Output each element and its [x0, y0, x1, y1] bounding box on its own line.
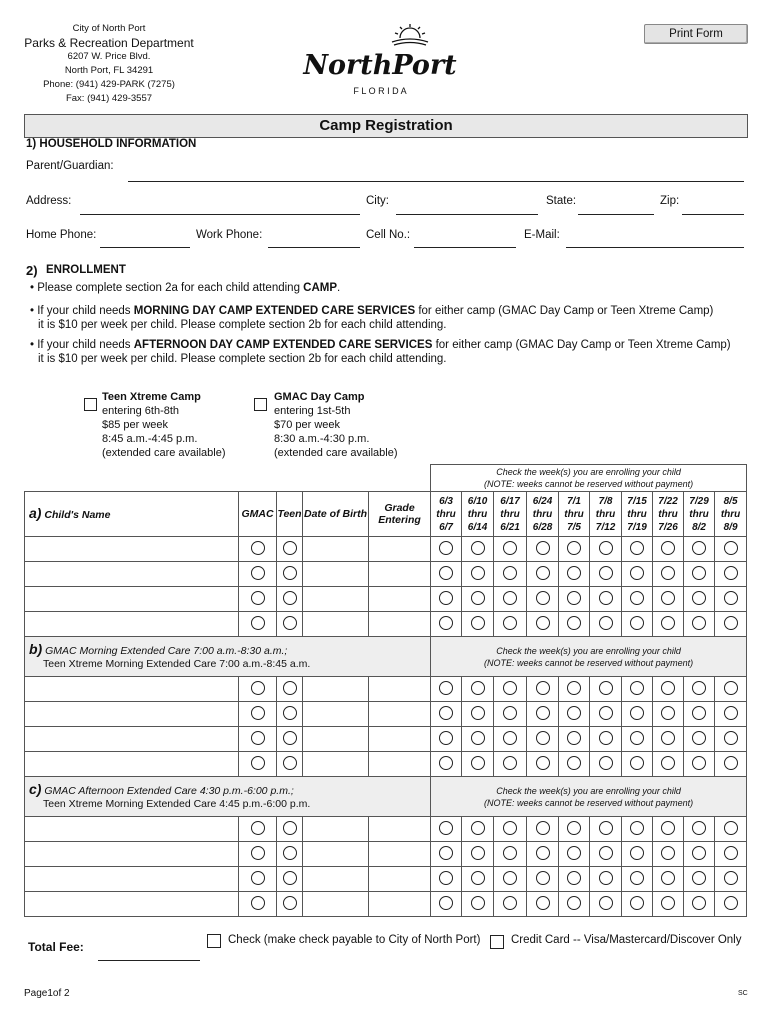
week-radio[interactable] [503, 541, 517, 555]
enrollment-heading: ENROLLMENT [46, 264, 126, 276]
week-radio[interactable] [724, 591, 738, 605]
teen-radio[interactable] [283, 731, 297, 745]
week-radio[interactable] [439, 591, 453, 605]
zip-label: Zip: [660, 195, 680, 207]
week-radio[interactable] [599, 731, 613, 745]
week-radio[interactable] [536, 731, 550, 745]
teen-radio[interactable] [283, 706, 297, 720]
dob-cell[interactable] [303, 587, 369, 612]
dob-cell[interactable] [303, 867, 369, 892]
week-radio[interactable] [536, 591, 550, 605]
pay-by-card-checkbox[interactable] [490, 935, 504, 949]
week-radio[interactable] [471, 591, 485, 605]
teen-radio[interactable] [283, 896, 297, 910]
grade-cell[interactable] [369, 842, 431, 867]
week-radio[interactable] [471, 731, 485, 745]
week-radio[interactable] [630, 896, 644, 910]
phone-number: Phone: (941) 429-PARK (7275) [43, 79, 175, 90]
dob-cell[interactable] [303, 817, 369, 842]
week-radio[interactable] [567, 846, 581, 860]
page-title: Camp Registration [24, 114, 748, 138]
week-radio[interactable] [503, 566, 517, 580]
page-number: Page1of 2 [24, 988, 70, 999]
gmac-radio[interactable] [251, 616, 265, 630]
grade-cell[interactable] [369, 727, 431, 752]
week-radio[interactable] [439, 731, 453, 745]
child-name-cell[interactable] [25, 752, 239, 777]
week-radio[interactable] [692, 821, 706, 835]
week-radio[interactable] [661, 681, 675, 695]
week-radio[interactable] [630, 591, 644, 605]
dob-cell[interactable] [303, 562, 369, 587]
week-radio[interactable] [439, 846, 453, 860]
week-radio[interactable] [724, 541, 738, 555]
week-radio[interactable] [503, 681, 517, 695]
gmac-radio[interactable] [251, 846, 265, 860]
week-radio[interactable] [692, 681, 706, 695]
cell-field[interactable] [414, 247, 516, 248]
parent-guardian-label: Parent/Guardian: [26, 160, 114, 172]
week-radio[interactable] [536, 681, 550, 695]
print-form-button[interactable]: Print Form [644, 24, 748, 44]
week-radio[interactable] [661, 756, 675, 770]
week-radio[interactable] [661, 566, 675, 580]
email-label: E-Mail: [524, 229, 560, 241]
table-row [25, 677, 747, 702]
week-header: 7/1 thru 7/5 [559, 492, 590, 537]
table-row [25, 562, 747, 587]
dob-cell[interactable] [303, 727, 369, 752]
week-radio[interactable] [536, 896, 550, 910]
week-radio[interactable] [536, 616, 550, 630]
childs-name-header: a) Child's Name [25, 492, 239, 537]
street-address: 6207 W. Price Blvd. [67, 51, 151, 62]
week-radio[interactable] [471, 541, 485, 555]
grade-cell[interactable] [369, 702, 431, 727]
week-radio[interactable] [599, 821, 613, 835]
week-radio[interactable] [599, 616, 613, 630]
child-name-cell[interactable] [25, 612, 239, 637]
gmac-radio[interactable] [251, 566, 265, 580]
week-radio[interactable] [567, 821, 581, 835]
week-header: 6/24 thru 6/28 [527, 492, 559, 537]
child-name-cell[interactable] [25, 537, 239, 562]
week-radio[interactable] [503, 896, 517, 910]
week-header: 6/10 thru 6/14 [462, 492, 494, 537]
gmac-radio[interactable] [251, 681, 265, 695]
week-radio[interactable] [692, 871, 706, 885]
week-radio[interactable] [661, 821, 675, 835]
week-radio[interactable] [724, 681, 738, 695]
city-label: City: [366, 195, 389, 207]
week-radio[interactable] [503, 731, 517, 745]
week-radio[interactable] [630, 681, 644, 695]
enrollment-bullet-1: • Please complete section 2a for each child attending CAMP. [30, 282, 341, 294]
week-radio[interactable] [599, 541, 613, 555]
svg-text:F L O R I D A: F L O R I D A [353, 86, 407, 96]
teen-col-header: Teen [277, 492, 303, 537]
form-code: SC [738, 990, 748, 997]
child-name-cell[interactable] [25, 842, 239, 867]
cell-label: Cell No.: [366, 229, 411, 241]
enrollment-number: 2) [26, 263, 38, 278]
address-field[interactable] [80, 214, 360, 215]
afternoon-extended-care-header: c) GMAC Afternoon Extended Care 4:30 p.m.-6:00 p.m.; Teen Xtreme Morning Extended Care 4:45 p.m.-6:00 p.m. [25, 777, 431, 817]
gmac-day-camp-info: GMAC Day Camp entering 1st-5th $70 per week 8:30 a.m.-4:30 p.m. (extended care available) [274, 391, 398, 459]
week-radio[interactable] [536, 871, 550, 885]
child-name-cell[interactable] [25, 702, 239, 727]
grade-cell[interactable] [369, 752, 431, 777]
week-radio[interactable] [724, 706, 738, 720]
week-radio[interactable] [536, 756, 550, 770]
gmac-radio[interactable] [251, 706, 265, 720]
city-field[interactable] [396, 214, 538, 215]
week-radio[interactable] [692, 846, 706, 860]
week-radio[interactable] [630, 706, 644, 720]
week-radio[interactable] [661, 591, 675, 605]
grade-cell[interactable] [369, 562, 431, 587]
week-header: 7/8 thru 7/12 [590, 492, 622, 537]
week-radio[interactable] [439, 756, 453, 770]
grade-cell[interactable] [369, 537, 431, 562]
week-radio[interactable] [567, 541, 581, 555]
pay-by-card-label: Credit Card -- Visa/Mastercard/Discover Only [511, 934, 742, 946]
table-row [25, 702, 747, 727]
enrollment-bullet-3: • If your child needs AFTERNOON DAY CAMP EXTENDED CARE SERVICES for either camp (GMAC Day Camp or Teen Xtreme Camp) it is $10 per week per child. Please complete section 2b for each child attending. [30, 339, 731, 365]
week-radio[interactable] [439, 821, 453, 835]
week-header: 8/5 thru 8/9 [715, 492, 747, 537]
week-radio[interactable] [471, 681, 485, 695]
home-phone-field[interactable] [100, 247, 190, 248]
parent-guardian-field[interactable] [128, 181, 744, 182]
department-name: Parks & Recreation Department [24, 36, 194, 50]
week-radio[interactable] [724, 821, 738, 835]
week-radio[interactable] [599, 566, 613, 580]
dob-cell[interactable] [303, 752, 369, 777]
dob-cell[interactable] [303, 612, 369, 637]
table-row [25, 817, 747, 842]
week-radio[interactable] [724, 896, 738, 910]
week-radio[interactable] [661, 896, 675, 910]
state-field[interactable] [578, 214, 654, 215]
week-radio[interactable] [503, 846, 517, 860]
week-radio[interactable] [439, 706, 453, 720]
week-radio[interactable] [692, 616, 706, 630]
week-header: 7/29 thru 8/2 [684, 492, 715, 537]
week-header: 6/17 thru 6/21 [494, 492, 527, 537]
table-row [25, 867, 747, 892]
week-radio[interactable] [630, 821, 644, 835]
work-phone-label: Work Phone: [196, 229, 263, 241]
grade-cell[interactable] [369, 867, 431, 892]
week-radio[interactable] [567, 731, 581, 745]
week-radio[interactable] [471, 896, 485, 910]
week-radio[interactable] [630, 616, 644, 630]
week-radio[interactable] [471, 756, 485, 770]
pay-by-check-label: Check (make check payable to City of North Port) [228, 934, 481, 946]
child-name-cell[interactable] [25, 867, 239, 892]
week-radio[interactable] [567, 706, 581, 720]
household-heading: 1) HOUSEHOLD INFORMATION [26, 138, 197, 150]
week-radio[interactable] [692, 896, 706, 910]
week-radio[interactable] [503, 616, 517, 630]
week-radio[interactable] [630, 756, 644, 770]
teen-radio[interactable] [283, 871, 297, 885]
morning-extended-care-header: b) GMAC Morning Extended Care 7:00 a.m.-8:30 a.m.; Teen Xtreme Morning Extended Care 7:00 a.m.-8:45 a.m. [25, 637, 431, 677]
child-name-cell[interactable] [25, 587, 239, 612]
table-row [25, 892, 747, 917]
week-radio[interactable] [567, 566, 581, 580]
week-radio[interactable] [471, 706, 485, 720]
teen-xtreme-checkbox[interactable] [84, 398, 97, 411]
email-field[interactable] [566, 247, 744, 248]
grade-cell[interactable] [369, 587, 431, 612]
week-header: 6/3 thru 6/7 [431, 492, 462, 537]
week-radio[interactable] [630, 731, 644, 745]
dob-cell[interactable] [303, 702, 369, 727]
week-radio[interactable] [503, 756, 517, 770]
gmac-radio[interactable] [251, 756, 265, 770]
week-radio[interactable] [503, 591, 517, 605]
week-radio[interactable] [599, 706, 613, 720]
enrollment-bullet-2: • If your child needs MORNING DAY CAMP EXTENDED CARE SERVICES for either camp (GMAC Day Camp or Teen Xtreme Camp) it is $10 per week per child. Please complete section 2b for each child attending. [30, 305, 714, 331]
week-radio[interactable] [661, 871, 675, 885]
north-port-logo [303, 22, 457, 100]
week-radio[interactable] [471, 821, 485, 835]
week-radio[interactable] [503, 871, 517, 885]
fax-number: Fax: (941) 429-3557 [65, 93, 153, 104]
work-phone-field[interactable] [268, 247, 360, 248]
week-radio[interactable] [439, 541, 453, 555]
week-radio[interactable] [536, 541, 550, 555]
week-radio[interactable] [692, 731, 706, 745]
total-fee-label: Total Fee: [28, 940, 84, 954]
grade-cell[interactable] [369, 817, 431, 842]
week-radio[interactable] [661, 706, 675, 720]
teen-radio[interactable] [283, 681, 297, 695]
week-radio[interactable] [439, 566, 453, 580]
teen-radio[interactable] [283, 616, 297, 630]
week-radio[interactable] [536, 846, 550, 860]
week-radio[interactable] [567, 681, 581, 695]
table-row [25, 752, 747, 777]
teen-radio[interactable] [283, 566, 297, 580]
dob-cell[interactable] [303, 842, 369, 867]
week-radio[interactable] [724, 731, 738, 745]
week-radio[interactable] [439, 681, 453, 695]
week-radio[interactable] [692, 541, 706, 555]
city-name: City of North Port [72, 23, 146, 34]
week-radio[interactable] [661, 846, 675, 860]
child-name-cell[interactable] [25, 677, 239, 702]
week-radio[interactable] [536, 566, 550, 580]
org-address-block [24, 22, 194, 106]
child-name-cell[interactable] [25, 892, 239, 917]
teen-radio[interactable] [283, 846, 297, 860]
dob-col-header: Date of Birth [303, 492, 369, 537]
week-radio[interactable] [567, 756, 581, 770]
week-radio[interactable] [661, 541, 675, 555]
grade-col-header: Grade Entering [369, 492, 431, 537]
week-radio[interactable] [661, 616, 675, 630]
gmac-radio[interactable] [251, 896, 265, 910]
teen-radio[interactable] [283, 541, 297, 555]
week-radio[interactable] [439, 896, 453, 910]
gmac-radio[interactable] [251, 821, 265, 835]
city-state-zip: North Port, FL 34291 [64, 65, 154, 76]
week-radio[interactable] [692, 566, 706, 580]
week-radio[interactable] [599, 756, 613, 770]
child-name-cell[interactable] [25, 817, 239, 842]
table-row [25, 537, 747, 562]
zip-field[interactable] [682, 214, 744, 215]
week-radio[interactable] [536, 706, 550, 720]
week-radio[interactable] [724, 566, 738, 580]
teen-xtreme-info: Teen Xtreme Camp entering 6th-8th $85 per week 8:45 a.m.-4:45 p.m. (extended care available) [102, 391, 226, 459]
week-radio[interactable] [599, 871, 613, 885]
grade-cell[interactable] [369, 677, 431, 702]
week-radio[interactable] [471, 871, 485, 885]
gmac-radio[interactable] [251, 731, 265, 745]
week-radio[interactable] [692, 591, 706, 605]
enrollment-table [24, 464, 747, 917]
week-radio[interactable] [599, 896, 613, 910]
week-radio[interactable] [567, 871, 581, 885]
week-radio[interactable] [724, 616, 738, 630]
table-row [25, 587, 747, 612]
week-header: 7/15 thru 7/19 [622, 492, 653, 537]
week-note: Check the week(s) you are enrolling your child (NOTE: weeks cannot be reserved without payment) [431, 637, 747, 677]
week-radio[interactable] [599, 591, 613, 605]
state-label: State: [546, 195, 577, 207]
week-radio[interactable] [724, 871, 738, 885]
week-radio[interactable] [503, 821, 517, 835]
week-radio[interactable] [630, 871, 644, 885]
week-radio[interactable] [692, 706, 706, 720]
teen-radio[interactable] [283, 591, 297, 605]
week-header: 7/22 thru 7/26 [653, 492, 684, 537]
pay-by-check-checkbox[interactable] [207, 934, 221, 948]
week-radio[interactable] [439, 871, 453, 885]
grade-cell[interactable] [369, 892, 431, 917]
week-radio[interactable] [630, 846, 644, 860]
week-radio[interactable] [536, 821, 550, 835]
week-radio[interactable] [471, 566, 485, 580]
week-radio[interactable] [471, 846, 485, 860]
week-radio[interactable] [567, 591, 581, 605]
svg-text:NorthPort: NorthPort [303, 50, 457, 81]
week-note: Check the week(s) you are enrolling your child (NOTE: weeks cannot be reserved without payment) [431, 465, 747, 492]
address-label: Address: [26, 195, 72, 207]
child-name-cell[interactable] [25, 562, 239, 587]
gmac-radio[interactable] [251, 541, 265, 555]
week-note: Check the week(s) you are enrolling your child (NOTE: weeks cannot be reserved without payment) [431, 777, 747, 817]
dob-cell[interactable] [303, 677, 369, 702]
week-radio[interactable] [724, 846, 738, 860]
grade-cell[interactable] [369, 612, 431, 637]
week-radio[interactable] [630, 541, 644, 555]
gmac-radio[interactable] [251, 871, 265, 885]
gmac-day-camp-checkbox[interactable] [254, 398, 267, 411]
week-radio[interactable] [661, 731, 675, 745]
dob-cell[interactable] [303, 537, 369, 562]
teen-radio[interactable] [283, 821, 297, 835]
home-phone-label: Home Phone: [26, 229, 97, 241]
gmac-radio[interactable] [251, 591, 265, 605]
week-radio[interactable] [567, 896, 581, 910]
week-radio[interactable] [599, 681, 613, 695]
week-radio[interactable] [599, 846, 613, 860]
gmac-col-header: GMAC [239, 492, 277, 537]
total-fee-field[interactable] [98, 960, 200, 961]
teen-radio[interactable] [283, 756, 297, 770]
week-radio[interactable] [471, 616, 485, 630]
week-radio[interactable] [567, 616, 581, 630]
week-radio[interactable] [724, 756, 738, 770]
table-row [25, 727, 747, 752]
week-radio[interactable] [439, 616, 453, 630]
child-name-cell[interactable] [25, 727, 239, 752]
week-radio[interactable] [630, 566, 644, 580]
week-radio[interactable] [692, 756, 706, 770]
dob-cell[interactable] [303, 892, 369, 917]
table-row [25, 842, 747, 867]
table-row [25, 612, 747, 637]
week-radio[interactable] [503, 706, 517, 720]
